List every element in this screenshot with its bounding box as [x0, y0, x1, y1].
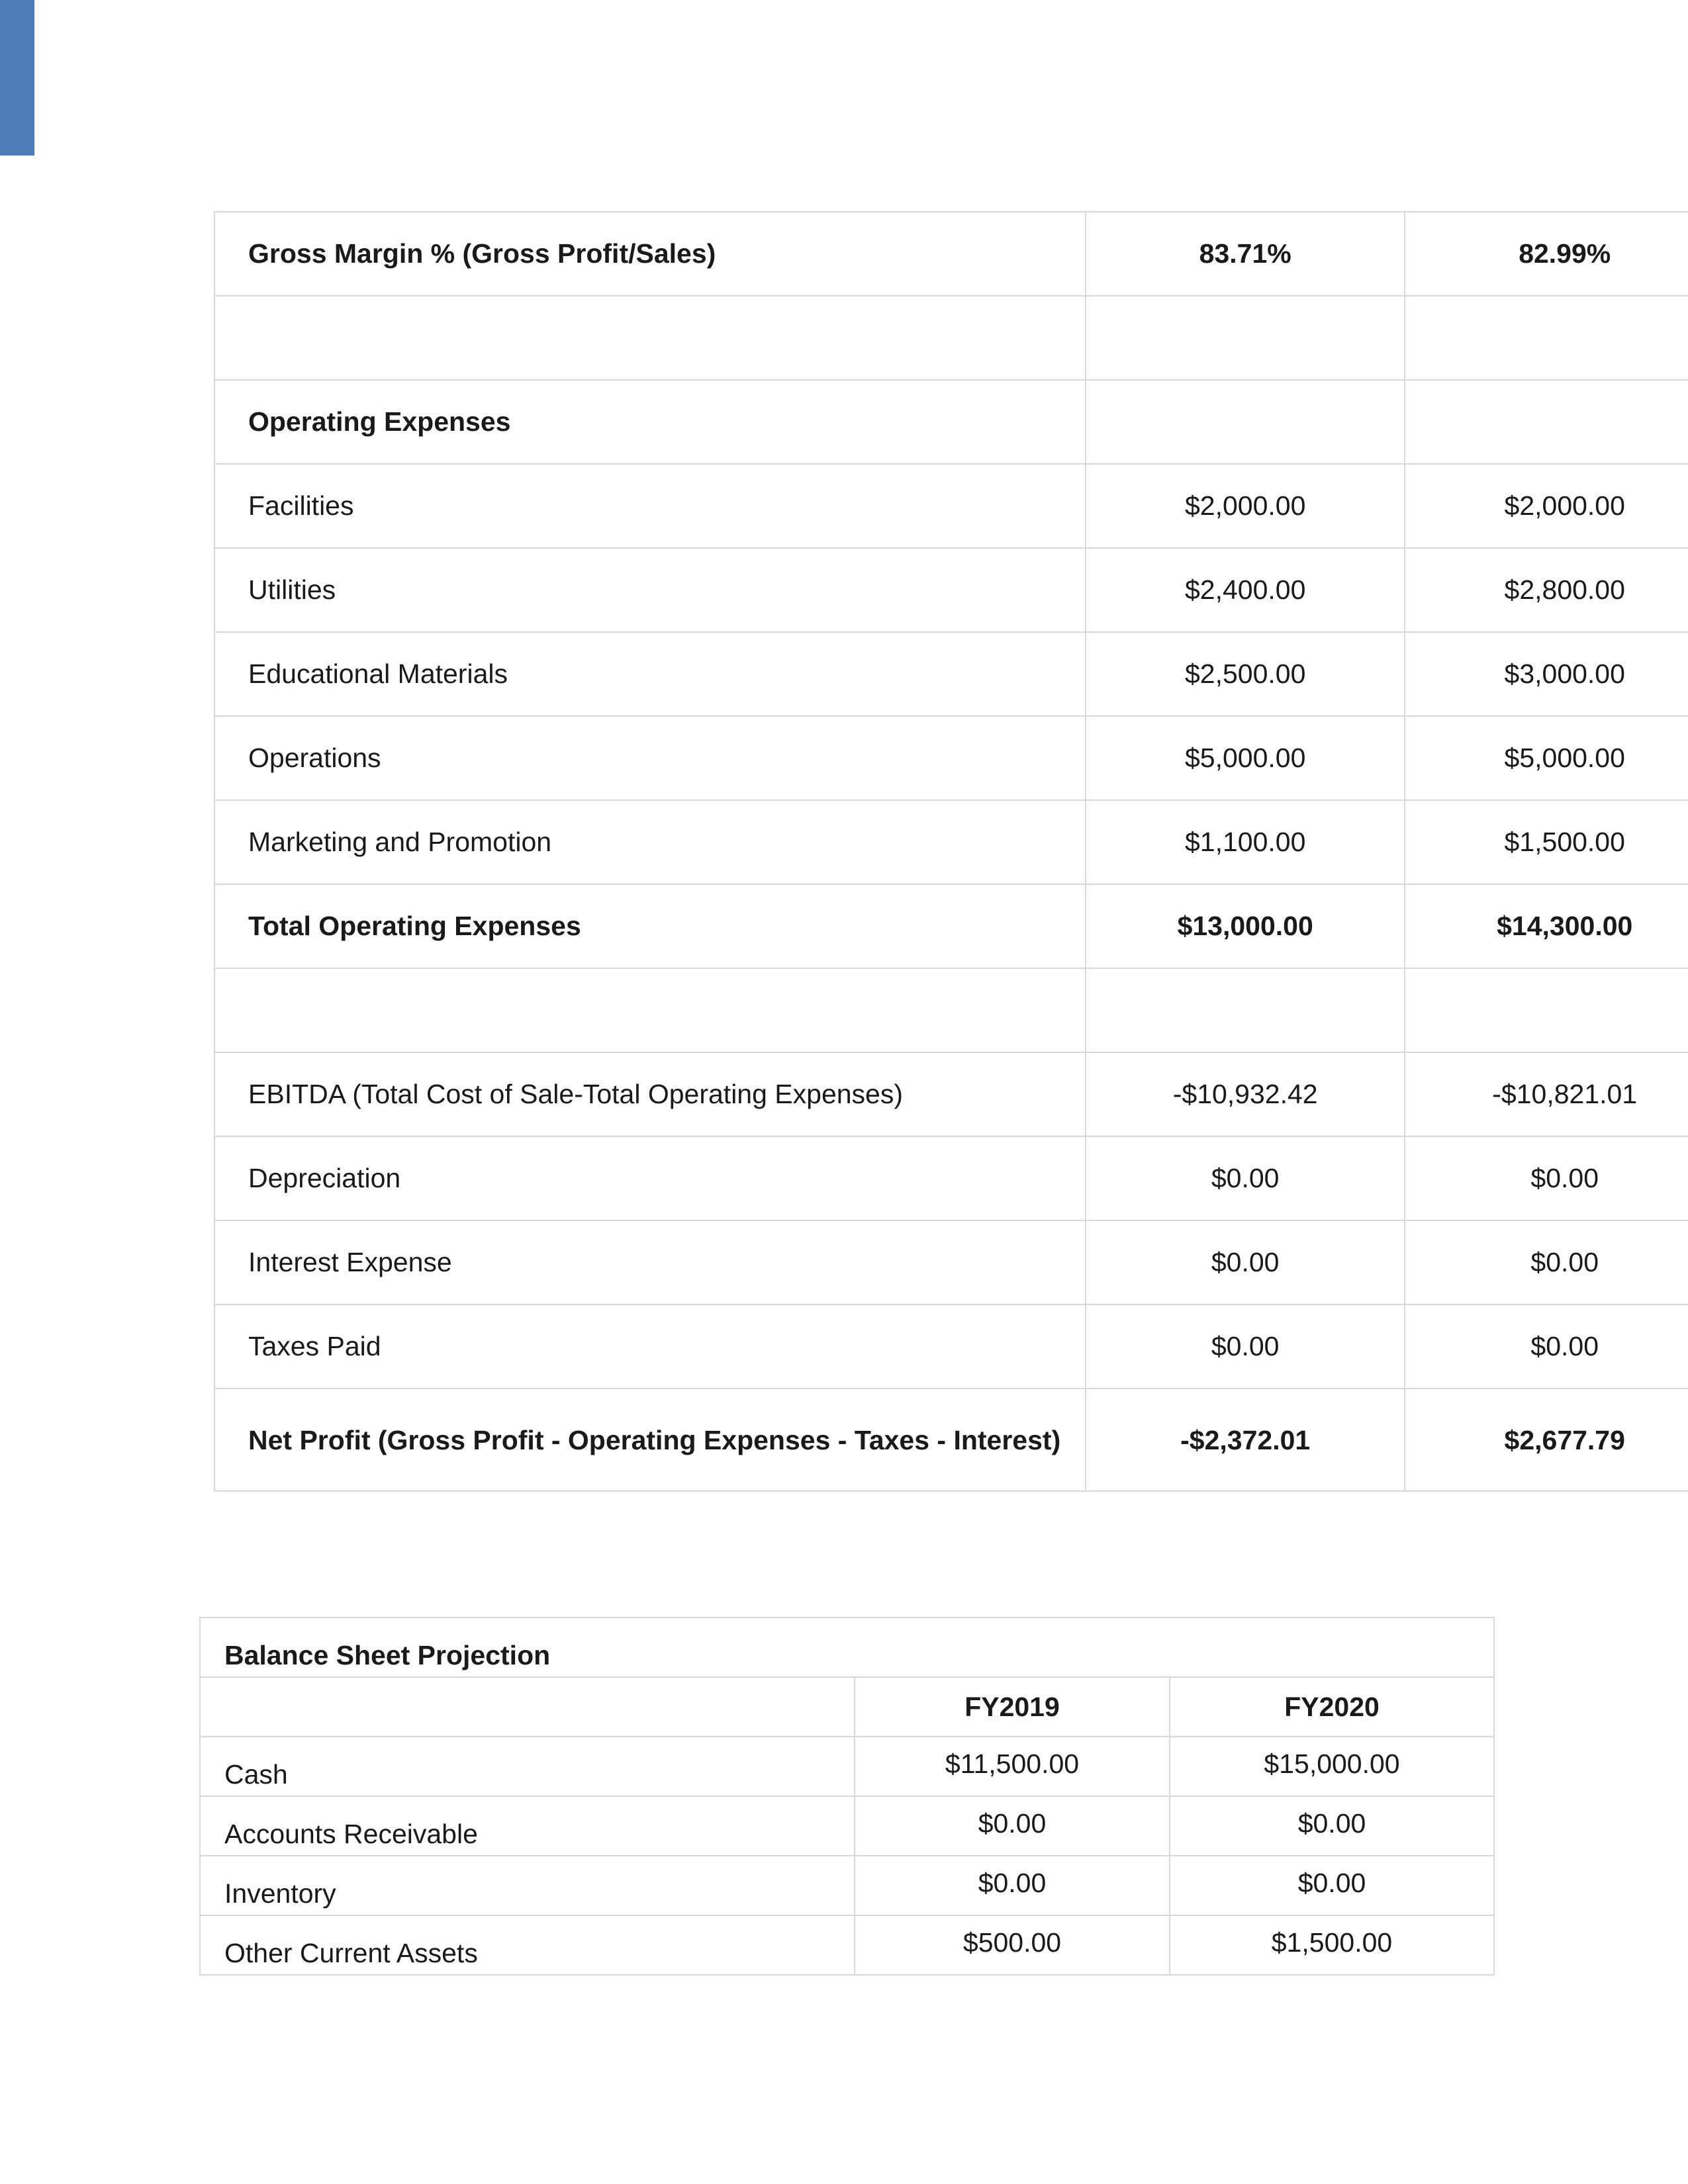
fy2019-value: $0.00 [855, 1856, 1170, 1915]
fy2019-value: $2,500.00 [1086, 632, 1405, 716]
row-label: Interest Expense [214, 1220, 1086, 1304]
fy2020-value: $15,000.00 [1170, 1737, 1494, 1796]
table-row [214, 212, 1688, 296]
table-row [214, 1052, 1688, 1136]
fy2019-value [1086, 380, 1405, 464]
fy2020-value [1405, 380, 1688, 464]
row-label: Other Current Assets [200, 1915, 855, 1975]
fy2020-value: 82.99% [1405, 212, 1688, 296]
fy2020-value: $14,300.00 [1405, 884, 1688, 968]
table-row [214, 1136, 1688, 1220]
fy2019-value: 83.71% [1086, 212, 1405, 296]
fy2019-value: $500.00 [855, 1915, 1170, 1975]
table-row [214, 968, 1688, 1052]
fy2020-value: $2,677.79 [1405, 1388, 1688, 1491]
table-row [200, 1856, 1494, 1915]
fy2020-value: $0.00 [1405, 1220, 1688, 1304]
fy2020-value: -$10,821.01 [1405, 1052, 1688, 1136]
fy2019-value: $13,000.00 [1086, 884, 1405, 968]
table-row [214, 296, 1688, 380]
table-row [214, 1388, 1688, 1491]
table-row [214, 632, 1688, 716]
fy2019-value [1086, 296, 1405, 380]
table-row [214, 716, 1688, 800]
header-blank-cell [200, 1677, 855, 1737]
fy2020-value: $1,500.00 [1405, 800, 1688, 884]
fy2019-value: $2,000.00 [1086, 464, 1405, 548]
row-label: Cash [200, 1737, 855, 1796]
fy2019-value: $5,000.00 [1086, 716, 1405, 800]
row-label: Net Profit (Gross Profit - Operating Expenses - Taxes - Interest) [214, 1388, 1086, 1491]
fy2019-value: $0.00 [855, 1796, 1170, 1856]
row-label: Facilities [214, 464, 1086, 548]
table-row [200, 1915, 1494, 1975]
fy2019-value: $0.00 [1086, 1136, 1405, 1220]
fy2020-value [1405, 296, 1688, 380]
fy2019-value [1086, 968, 1405, 1052]
fy2019-header: FY2019 [855, 1677, 1170, 1737]
row-label: Educational Materials [214, 632, 1086, 716]
fy2020-value: $5,000.00 [1405, 716, 1688, 800]
row-label: Operations [214, 716, 1086, 800]
fy2020-value [1405, 968, 1688, 1052]
fy2020-value: $2,800.00 [1405, 548, 1688, 632]
table-row [214, 548, 1688, 632]
fy2020-value: $0.00 [1170, 1796, 1494, 1856]
income-statement-table [214, 211, 1688, 1492]
fy2020-header: FY2020 [1170, 1677, 1494, 1737]
table-row [214, 464, 1688, 548]
fy2019-value: $11,500.00 [855, 1737, 1170, 1796]
row-label [214, 968, 1086, 1052]
row-label: Marketing and Promotion [214, 800, 1086, 884]
fy2019-value: -$2,372.01 [1086, 1388, 1405, 1491]
fy2019-value: $0.00 [1086, 1220, 1405, 1304]
row-label: Total Operating Expenses [214, 884, 1086, 968]
row-label: EBITDA (Total Cost of Sale-Total Operating Expenses) [214, 1052, 1086, 1136]
fy2019-value: -$10,932.42 [1086, 1052, 1405, 1136]
table-row [200, 1796, 1494, 1856]
row-label: Depreciation [214, 1136, 1086, 1220]
table-row [214, 1220, 1688, 1304]
table-row [214, 380, 1688, 464]
fy2020-value: $3,000.00 [1405, 632, 1688, 716]
fy2020-value: $0.00 [1405, 1304, 1688, 1388]
balance-sheet-table [199, 1617, 1495, 1976]
fy2019-value: $2,400.00 [1086, 548, 1405, 632]
fy2019-value: $1,100.00 [1086, 800, 1405, 884]
section-heading: Operating Expenses [214, 380, 1086, 464]
balance-sheet-title: Balance Sheet Projection [200, 1617, 1494, 1677]
fy2020-value: $0.00 [1170, 1856, 1494, 1915]
row-label: Utilities [214, 548, 1086, 632]
table-title-row [200, 1617, 1494, 1677]
table-row [214, 884, 1688, 968]
row-label: Accounts Receivable [200, 1796, 855, 1856]
table-header-row [200, 1677, 1494, 1737]
row-label: Taxes Paid [214, 1304, 1086, 1388]
fy2020-value: $1,500.00 [1170, 1915, 1494, 1975]
row-label: Inventory [200, 1856, 855, 1915]
side-tab-decoration [0, 0, 34, 156]
table-row [200, 1737, 1494, 1796]
fy2019-value: $0.00 [1086, 1304, 1405, 1388]
fy2020-value: $2,000.00 [1405, 464, 1688, 548]
table-row [214, 800, 1688, 884]
table-row [214, 1304, 1688, 1388]
row-label: Gross Margin % (Gross Profit/Sales) [214, 212, 1086, 296]
fy2020-value: $0.00 [1405, 1136, 1688, 1220]
row-label [214, 296, 1086, 380]
